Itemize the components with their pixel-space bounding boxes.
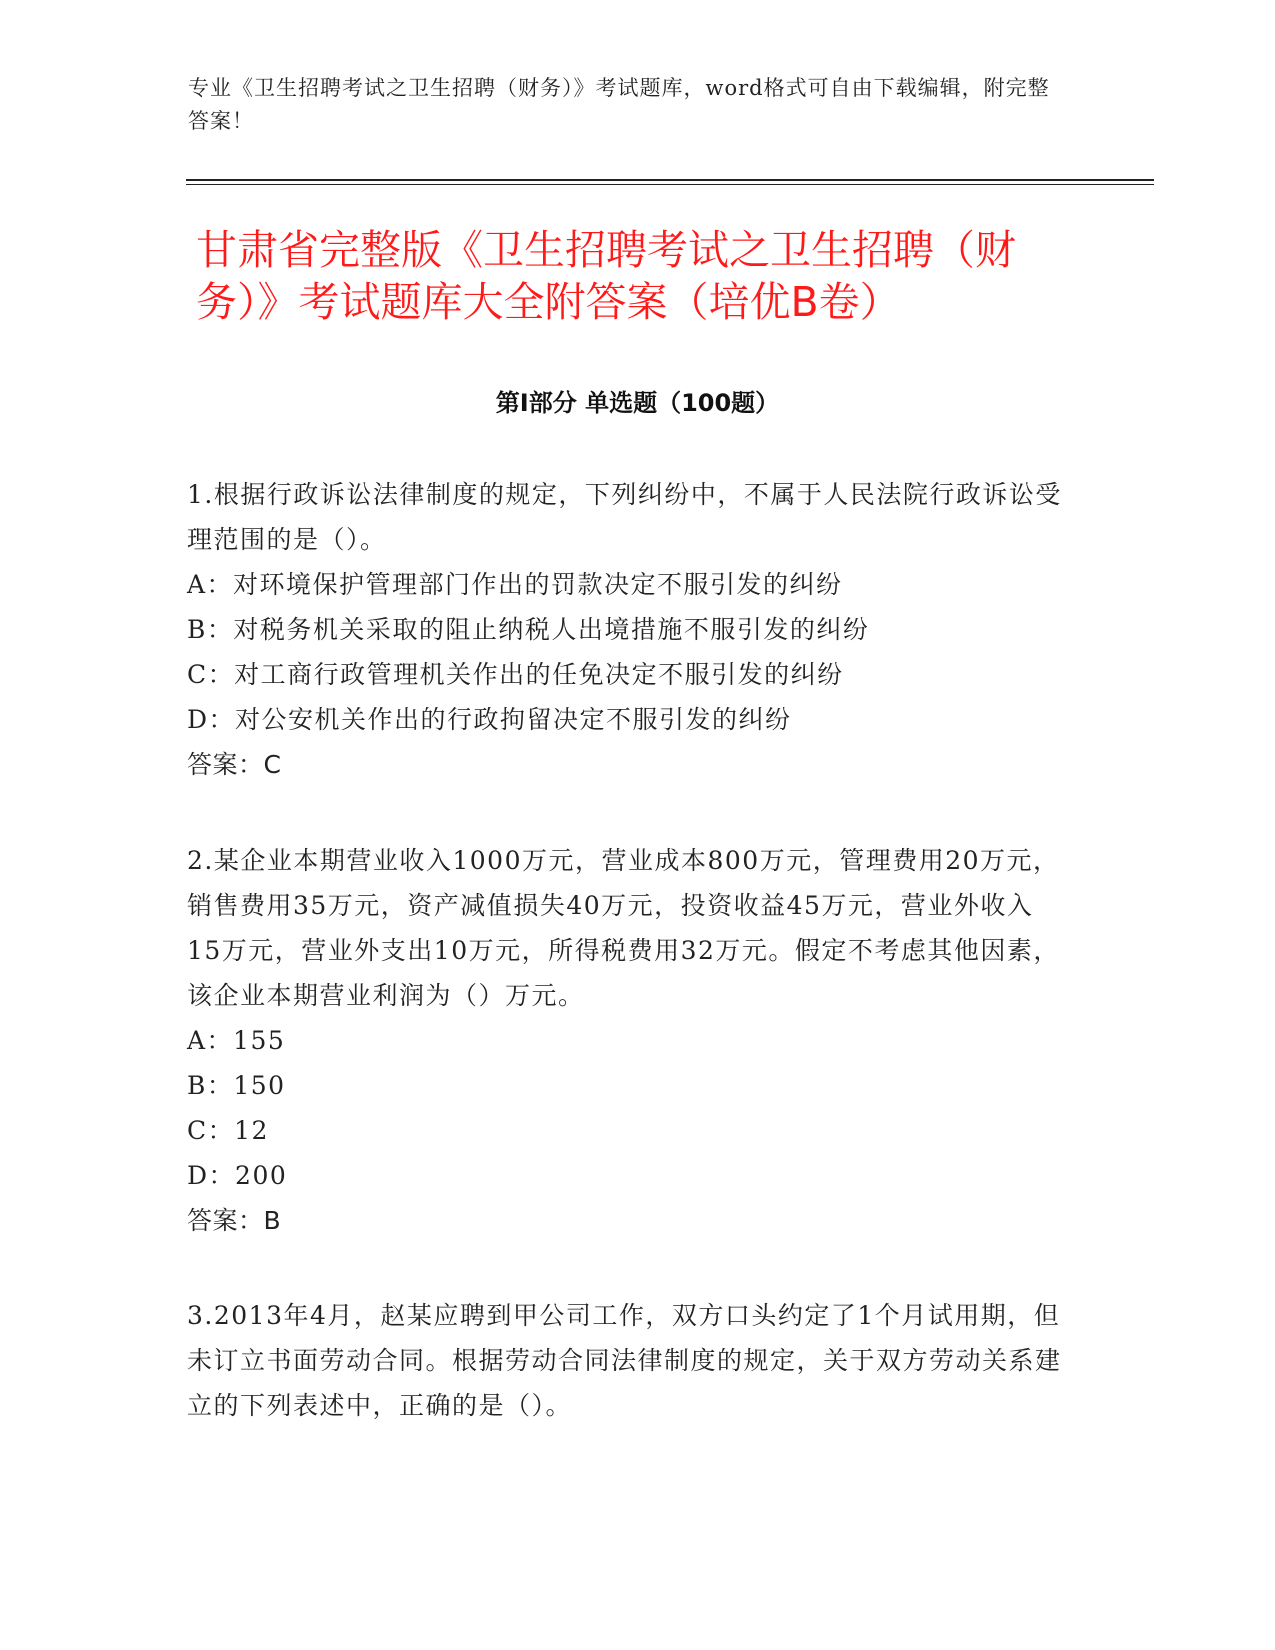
document-title: 甘肃省完整版《卫生招聘考试之卫生招聘（财务）》考试题库大全附答案（培优B卷） <box>196 226 1016 326</box>
option-a: A：155 <box>187 1026 286 1055</box>
question-stem: 2.某企业本期营业收入1000万元，营业成本800万元，管理费用20万元，销售费用35万元，资产减值损失40万元，投资收益45万元，营业外收入15万元，营业外支出10万元，所得税费用32万元。假定不考虑其他因素，该企业本期营业利润为（）万元。 <box>187 846 1060 1010</box>
option-b: B：对税务机关采取的阻止纳税人出境措施不服引发的纠纷 <box>187 615 870 644</box>
option-b: B：150 <box>187 1071 286 1100</box>
option-a: A：对环境保护管理部门作出的罚款决定不服引发的纠纷 <box>187 570 843 599</box>
option-c: C：对工商行政管理机关作出的任免决定不服引发的纠纷 <box>187 660 844 689</box>
header-divider-thin <box>186 184 1154 185</box>
answer: 答案：C <box>187 750 282 779</box>
answer: 答案：B <box>187 1206 282 1235</box>
question-3 <box>187 1293 1067 1428</box>
question-2 <box>187 838 1067 1243</box>
header-divider-thick <box>186 179 1154 181</box>
question-1 <box>187 472 1067 787</box>
question-stem: 3.2013年4月，赵某应聘到甲公司工作，双方口头约定了1个月试用期，但未订立书面劳动合同。根据劳动合同法律制度的规定，关于双方劳动关系建立的下列表述中，正确的是（）。 <box>187 1301 1062 1420</box>
option-d: D：200 <box>187 1161 288 1190</box>
question-stem: 1.根据行政诉讼法律制度的规定，下列纠纷中，不属于人民法院行政诉讼受理范围的是（）。 <box>187 480 1062 554</box>
option-d: D：对公安机关作出的行政拘留决定不服引发的纠纷 <box>187 705 792 734</box>
header-note: 专业《卫生招聘考试之卫生招聘（财务）》考试题库，word格式可自由下载编辑，附完整答案！ <box>188 76 1050 133</box>
section-title: 第Ⅰ部分 单选题（100题） <box>495 389 780 417</box>
option-c: C：12 <box>187 1116 269 1145</box>
